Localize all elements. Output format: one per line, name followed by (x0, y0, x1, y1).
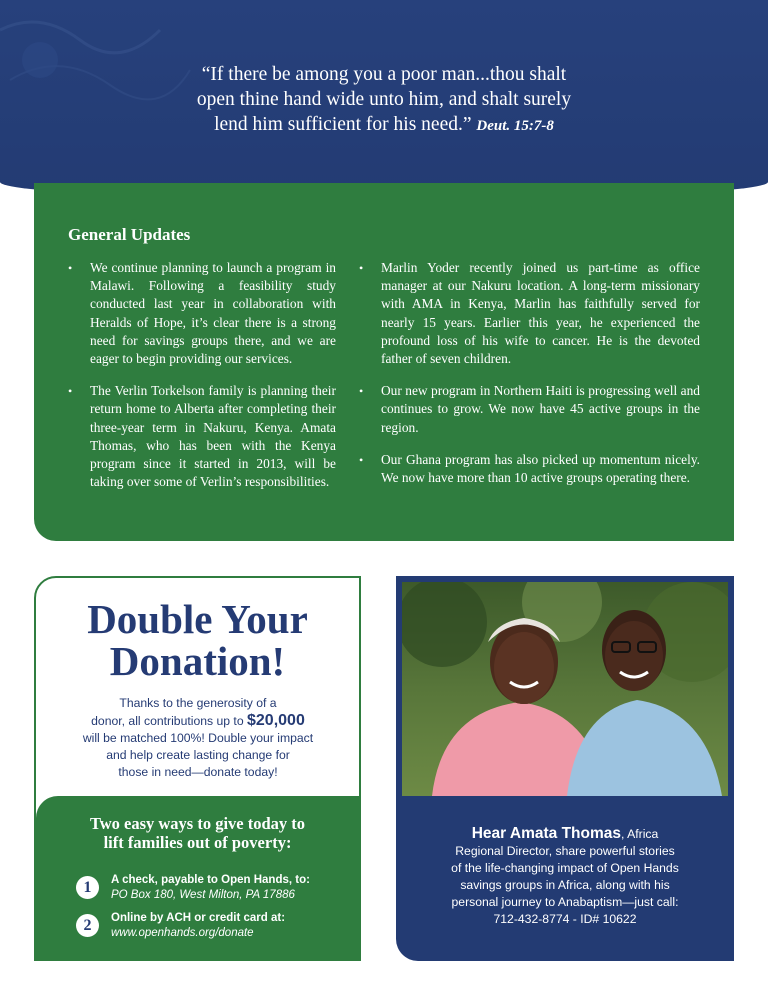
option-heading: Online by ACH or credit card at: (111, 912, 286, 924)
bullet: • (359, 384, 364, 399)
update-text: We continue planning to launch a program in Malawi. Following a feasibility study conducted last year in collaboration with Heralds of Hope, it’s clear there is a strong need for savings groups there, and we are eager to begin providing our services. (90, 260, 336, 367)
amata-line-2: Regional Director, share powerful stories (455, 844, 675, 858)
update-item (359, 382, 700, 437)
update-text: Marlin Yoder recently joined us part-time as office manager at our Nakuru location. A long-term missionary with AMA in Kenya, Marlin has faithfully served for nearly 15 years. Earlier this year, he experienced the profound loss of his wife to cancer. He is the devoted father of seven children. (381, 260, 700, 367)
update-text: Our new program in Northern Haiti is progressing well and continues to grow. We now have 45 active groups in the region. (381, 383, 700, 435)
amata-name: Hear Amata Thomas (471, 825, 622, 842)
header-banner (0, 0, 768, 200)
double-donation-box (34, 576, 361, 961)
amata-line-1-rest: , Africa (621, 827, 659, 841)
bullet: • (359, 261, 364, 275)
update-item (68, 382, 336, 491)
scripture-quote (0, 62, 768, 139)
update-item (359, 451, 700, 487)
ways-title-line-1: Two easy ways to give today to (89, 814, 306, 833)
updates-right-column (359, 259, 700, 501)
quote-citation: Deut. 15:7-8 (476, 118, 554, 134)
donation-body-line-2 (50, 712, 346, 730)
bullet: • (68, 261, 73, 275)
ways-title-line-2: lift families out of poverty: (103, 833, 292, 852)
updates-title: General Updates (68, 225, 191, 244)
general-updates-panel (34, 183, 734, 541)
quote-line-3 (0, 112, 768, 139)
donation-body-line-5: those in need—donate today! (118, 765, 278, 779)
amata-line-5: personal journey to Anabaptism—just call: (451, 895, 679, 909)
mailing-address: PO Box 180, West Milton, PA 17886 (111, 889, 295, 901)
donation-body-line-2-text: donor, all contributions up to (91, 714, 244, 728)
donate-url-link[interactable]: www.openhands.org/donate (111, 927, 254, 939)
amata-thomas-photo (402, 582, 728, 796)
match-amount: $20,000 (247, 712, 305, 729)
donation-body-line-1: Thanks to the generosity of a (119, 696, 277, 710)
option-heading: A check, payable to Open Hands, to: (111, 874, 310, 886)
quote-line-1: “If there be among you a poor man...thou shalt (201, 64, 567, 85)
updates-left-column (68, 259, 336, 505)
donation-body-line-4: and help create lasting change for (106, 748, 290, 762)
option-number-badge: 1 (76, 876, 99, 899)
bullet: • (68, 384, 73, 399)
quote-line-3-text: lend him sufficient for his need.” (214, 114, 472, 135)
update-text: Our Ghana program has also picked up momentum nicely. We now have more than 10 active groups operating there. (381, 451, 700, 486)
ways-to-give-title (36, 814, 359, 852)
donation-body-line-3: will be matched 100%! Double your impact (82, 731, 314, 745)
donation-headline (36, 598, 359, 682)
ways-to-give-panel (36, 796, 359, 961)
amata-line-1 (406, 825, 724, 843)
quote-line-2: open thine hand wide unto him, and shalt surely (196, 89, 572, 110)
amata-line-3: of the life-changing impact of Open Hands (451, 861, 679, 875)
amata-line-4: savings groups in Africa, along with his (460, 878, 670, 892)
update-text: The Verlin Torkelson family is planning their return home to Alberta after completing their three-year term in Nakuru, Kenya. Amata Thomas, who has been with the Kenya program since it started in 2013, will be taking over some of Verlin’s responsibilities. (90, 383, 336, 490)
bullet: • (359, 452, 364, 467)
donation-headline-line-2: Donation! (109, 638, 286, 684)
amata-description (406, 825, 724, 928)
update-item (68, 259, 336, 368)
option-number-badge: 2 (76, 914, 99, 937)
amata-thomas-box (396, 576, 734, 961)
phone-number[interactable]: 712-432-8774 - ID# 10622 (493, 912, 637, 926)
donation-description (50, 695, 346, 781)
donation-headline-line-1: Double Your (87, 596, 308, 642)
update-item (359, 259, 700, 368)
